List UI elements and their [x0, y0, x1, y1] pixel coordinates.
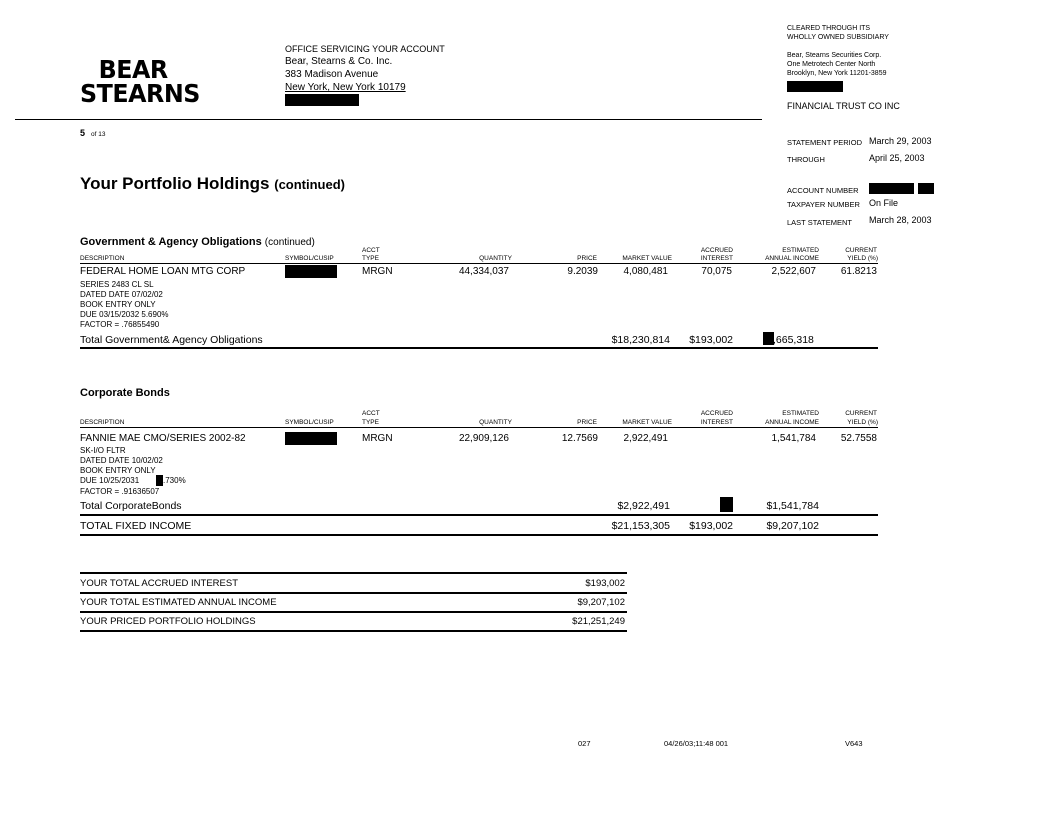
col-current-2: YIELD (%): [847, 255, 878, 262]
summary-top-rule: [80, 572, 627, 574]
col-current-1: CURRENT: [845, 410, 877, 417]
row-detail-line: SK-I/O FLTR: [80, 446, 126, 455]
row-quantity: 22,909,126: [458, 433, 509, 444]
through-label: THROUGH: [787, 155, 825, 164]
row-price: 9.2039: [567, 266, 598, 277]
col-estimated-1: ESTIMATED: [782, 247, 819, 254]
redaction-block: [869, 183, 914, 194]
summary-value: $21,251,249: [572, 616, 625, 627]
row-current-yield: 52.7558: [840, 433, 877, 444]
fixed-income-annual-income: $9,207,102: [766, 520, 819, 532]
redaction-block: [720, 497, 733, 512]
redaction-block: [285, 94, 359, 106]
taxpayer-value: On File: [869, 198, 899, 208]
redaction-block: [787, 81, 843, 92]
row-quantity: 44,334,037: [458, 266, 509, 277]
row-annual-income: 1,541,784: [771, 433, 816, 444]
summary-rule: [80, 611, 627, 613]
row-detail-line: FACTOR = .76855490: [80, 320, 160, 329]
col-current-2: YIELD (%): [847, 419, 878, 426]
fixed-income-rule: [80, 534, 878, 536]
fixed-income-label: TOTAL FIXED INCOME: [80, 520, 192, 532]
logo-line2: STEARNS: [80, 79, 200, 108]
page-number: 5: [80, 128, 86, 138]
cleared-line1: CLEARED THROUGH ITS: [787, 25, 871, 32]
col-current-1: CURRENT: [845, 247, 877, 254]
row-detail-line: DATED DATE 07/02/02: [80, 290, 163, 299]
row-detail-line: FACTOR = .91636507: [80, 487, 160, 496]
gov-total-income: ,665,318: [773, 334, 814, 346]
row-acct-type: MRGN: [362, 266, 393, 277]
col-description: DESCRIPTION: [80, 255, 125, 262]
header-rule: [15, 119, 762, 120]
row-description: FANNIE MAE CMO/SERIES 2002-82: [80, 433, 246, 444]
col-price: PRICE: [577, 255, 597, 262]
redaction-block: [285, 265, 337, 278]
last-statement-value: March 28, 2003: [869, 215, 932, 225]
corp-total-rule: [80, 514, 878, 516]
summary-label: YOUR PRICED PORTFOLIO HOLDINGS: [80, 616, 256, 627]
gov-section-title: [80, 236, 315, 248]
summary-value: $9,207,102: [577, 597, 625, 608]
col-acct-2: TYPE: [362, 419, 379, 426]
row-detail-line: DUE 10/25/2031: [80, 476, 140, 485]
col-acct-1: ACCT: [362, 410, 380, 417]
row-price: 12.7569: [561, 433, 598, 444]
office-address2: New York, New York 10179: [285, 82, 406, 93]
row-market-value: 2,922,491: [623, 433, 668, 444]
corp-total-market-value: $2,922,491: [617, 500, 670, 512]
col-acct-1: ACCT: [362, 247, 380, 254]
page-title: [80, 174, 345, 194]
col-symbol: SYMBOL/CUSIP: [285, 419, 334, 426]
gov-total-accrued: $193,002: [689, 334, 733, 346]
col-acct-2: TYPE: [362, 255, 379, 262]
logo-line1: BEAR: [98, 55, 168, 84]
clearing-firm: Bear, Stearns Securities Corp.: [787, 52, 882, 59]
col-market-value: MARKET VALUE: [622, 255, 672, 262]
col-market-value: MARKET VALUE: [622, 419, 672, 426]
corp-total-income: $1,541,784: [766, 500, 819, 512]
row-detail-line: .730%: [163, 476, 186, 485]
statement-period-value: March 29, 2003: [869, 136, 932, 146]
gov-total-label: Total Government& Agency Obligations: [80, 334, 263, 346]
col-quantity: QUANTITY: [479, 255, 512, 262]
redaction-block: [918, 183, 934, 194]
col-accrued-2: INTEREST: [700, 419, 733, 426]
corp-section-title: Corporate Bonds: [80, 387, 170, 399]
redaction-block: [156, 475, 163, 486]
col-price: PRICE: [577, 419, 597, 426]
col-accrued-1: ACCRUED: [700, 410, 733, 417]
col-accrued-1: ACCRUED: [700, 247, 733, 254]
summary-label: YOUR TOTAL ESTIMATED ANNUAL INCOME: [80, 597, 277, 608]
col-estimated-2: ANNUAL INCOME: [765, 419, 819, 426]
row-description: FEDERAL HOME LOAN MTG CORP: [80, 266, 246, 277]
col-accrued-2: INTEREST: [700, 255, 733, 262]
office-label: OFFICE SERVICING YOUR ACCOUNT: [285, 44, 445, 54]
col-estimated-1: ESTIMATED: [782, 410, 819, 417]
office-name: Bear, Stearns & Co. Inc.: [285, 56, 393, 67]
col-estimated-2: ANNUAL INCOME: [765, 255, 819, 262]
row-acct-type: MRGN: [362, 433, 393, 444]
statement-period-label: STATEMENT PERIOD: [787, 138, 863, 147]
fixed-income-market-value: $21,153,305: [611, 520, 670, 532]
through-value: April 25, 2003: [869, 153, 925, 163]
footer-version: V643: [845, 739, 863, 748]
column-header-rule: [80, 427, 878, 428]
fixed-income-accrued: $193,002: [689, 520, 733, 532]
col-description: DESCRIPTION: [80, 419, 125, 426]
account-number-label: ACCOUNT NUMBER: [787, 186, 859, 195]
row-detail-line: DUE 03/15/2032 5.690%: [80, 310, 169, 319]
summary-label: YOUR TOTAL ACCRUED INTEREST: [80, 578, 239, 589]
gov-title-cont: (continued): [264, 237, 315, 248]
page-title-continued: (continued): [274, 177, 345, 192]
clearing-address1: One Metrotech Center North: [787, 61, 876, 68]
footer-code: 027: [578, 739, 591, 748]
redaction-block: [285, 432, 337, 445]
office-address1: 383 Madison Avenue: [285, 69, 379, 80]
bear-stearns-logo: [80, 55, 200, 108]
row-annual-income: 2,522,607: [771, 266, 816, 277]
row-accrued-interest: 70,075: [701, 266, 732, 277]
gov-total-market-value: $18,230,814: [611, 334, 670, 346]
row-detail-line: BOOK ENTRY ONLY: [80, 300, 156, 309]
page-of: of 13: [91, 131, 106, 138]
column-header-rule: [80, 263, 878, 264]
summary-value: $193,002: [585, 578, 625, 589]
account-name: FINANCIAL TRUST CO INC: [787, 101, 900, 111]
footer-timestamp: 04/26/03;11:48 001: [664, 739, 729, 748]
row-market-value: 4,080,481: [623, 266, 668, 277]
row-detail-line: DATED DATE 10/02/02: [80, 456, 163, 465]
clearing-address2: Brooklyn, New York 11201-3859: [787, 70, 887, 77]
row-detail-line: SERIES 2483 CL SL: [80, 280, 154, 289]
row-current-yield: 61.8213: [840, 266, 877, 277]
gov-total-rule: [80, 347, 878, 349]
page-title-main: Your Portfolio Holdings: [80, 174, 270, 193]
col-quantity: QUANTITY: [479, 419, 512, 426]
col-symbol: SYMBOL/CUSIP: [285, 255, 334, 262]
row-detail-line: BOOK ENTRY ONLY: [80, 466, 156, 475]
corp-total-label: Total CorporateBonds: [80, 500, 182, 512]
last-statement-label: LAST STATEMENT: [787, 218, 853, 227]
summary-bottom-rule: [80, 630, 627, 632]
gov-title: Government & Agency Obligations: [80, 236, 262, 248]
summary-rule: [80, 592, 627, 594]
taxpayer-label: TAXPAYER NUMBER: [787, 200, 860, 209]
cleared-line2: WHOLLY OWNED SUBSIDIARY: [787, 34, 889, 41]
